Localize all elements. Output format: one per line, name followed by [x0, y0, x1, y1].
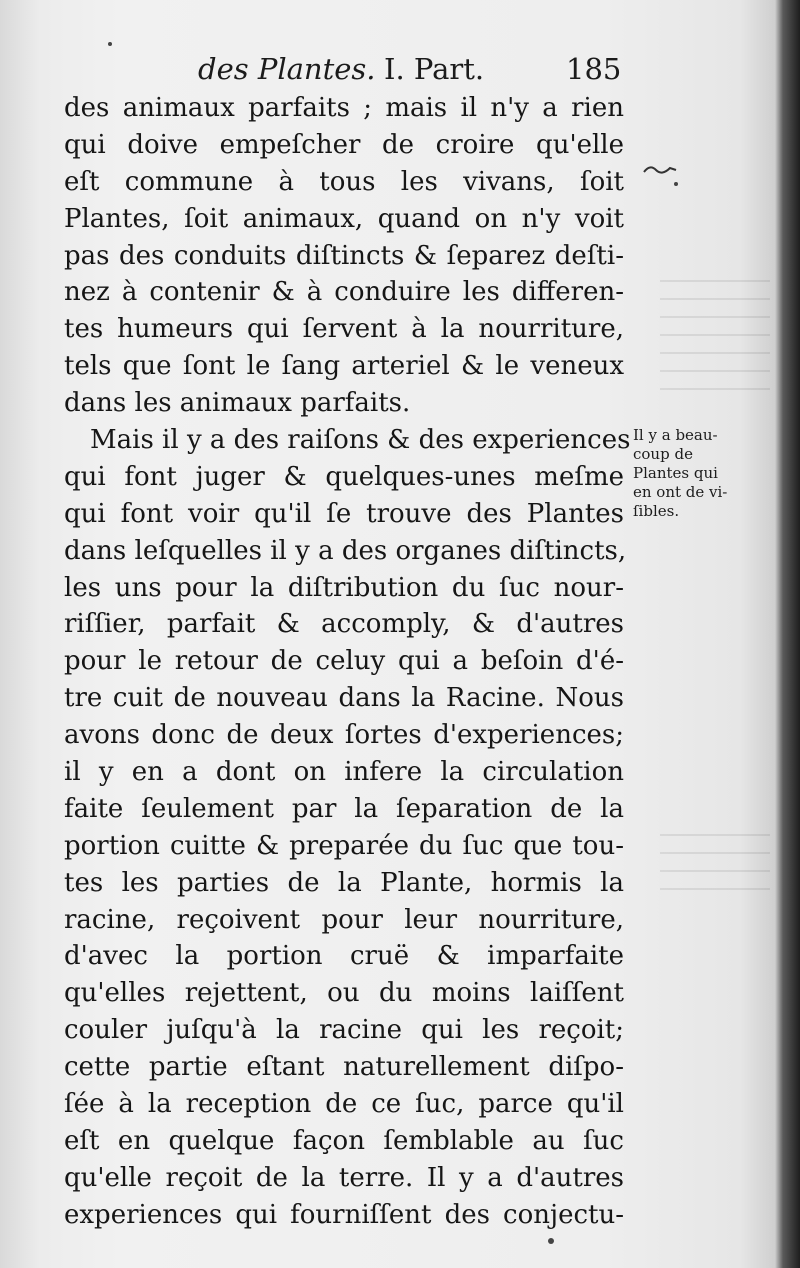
ink-mark-icon	[640, 158, 680, 188]
text-line: tes les parties de la Plante, hormis la	[64, 867, 624, 898]
margin-note-line: Plantes qui	[633, 464, 718, 482]
text-line: d'avec la portion cruë & imparfaite	[64, 941, 624, 972]
text-line: couler juſqu'à la racine qui les reçoit;	[64, 1015, 624, 1046]
text-line: eſt commune à tous les vivans, ſoit	[64, 166, 624, 197]
text-line: experiences qui fourniſſent des conjectu-	[64, 1199, 624, 1230]
running-head-part: I. Part.	[384, 52, 485, 86]
text-line: qu'elles rejettent, ou du moins laiſſent	[64, 978, 624, 1009]
ink-speck	[108, 42, 112, 46]
text-line: riſſier, parfait & accomply, & d'autres	[64, 609, 624, 640]
running-head	[0, 52, 800, 92]
margin-note-line: en ont de vi-	[633, 483, 728, 501]
text-line: dans leſquelles il y a des organes diſtincts,	[64, 535, 627, 566]
page-number: 185	[566, 52, 622, 86]
margin-note-line: Il y a beau-	[633, 426, 718, 444]
text-line: dans les animaux parfaits.	[64, 388, 411, 419]
text-line: des animaux parfaits ; mais il n'y a rien	[64, 93, 624, 123]
text-line: pas des conduits diſtincts & ſeparez deſti-	[64, 240, 624, 271]
text-line: il y en a dont on infere la circulation	[64, 757, 624, 788]
ink-speck	[548, 1238, 554, 1244]
margin-note-line: ſibles.	[633, 502, 680, 520]
show-through-bottom	[660, 820, 770, 890]
text-line: eſt en quelque façon ſemblable au ſuc	[64, 1125, 624, 1156]
text-line: cette partie eſtant naturellement diſpo-	[64, 1052, 624, 1083]
text-line: avons donc de deux ſortes d'experiences;	[64, 720, 624, 751]
text-line: pour le retour de celuy qui a beſoin d'é-	[64, 646, 624, 677]
text-line: qui font voir qu'il ſe trouve des Plantes	[64, 498, 624, 529]
text-line: Plantes, ſoit animaux, quand on n'y voit	[64, 203, 624, 234]
show-through-top	[660, 270, 770, 390]
text-line: ſée à la reception de ce ſuc, parce qu'il	[64, 1089, 624, 1120]
running-head-title: des Plantes.	[198, 52, 376, 86]
text-line: qu'elle reçoit de la terre. Il y a d'autres	[64, 1162, 624, 1193]
margin-note-line: coup de	[633, 445, 693, 463]
text-line: faite ſeulement par la ſeparation de la	[64, 793, 624, 824]
text-line: nez à contenir & à conduire les differen-	[64, 277, 624, 308]
text-line: tes humeurs qui ſervent à la nourriture,	[64, 314, 624, 345]
body-text	[64, 90, 631, 1234]
text-line: tels que ſont le ſang arteriel & le veneux	[64, 351, 624, 382]
text-line: portion cuitte & preparée du ſuc que tou-	[64, 830, 624, 861]
text-line: qui doive empeſcher de croire qu'elle	[64, 129, 624, 160]
text-line: Mais il y a des raiſons & des experiences	[90, 425, 631, 456]
text-line: qui font juger & quelques-unes meſme	[64, 461, 624, 492]
text-line: tre cuit de nouveau dans la Racine. Nous	[64, 683, 624, 714]
text-line: les uns pour la diſtribution du ſuc nour-	[64, 572, 624, 603]
text-line: racine, reçoivent pour leur nourriture,	[64, 904, 624, 935]
margin-note	[633, 426, 763, 521]
